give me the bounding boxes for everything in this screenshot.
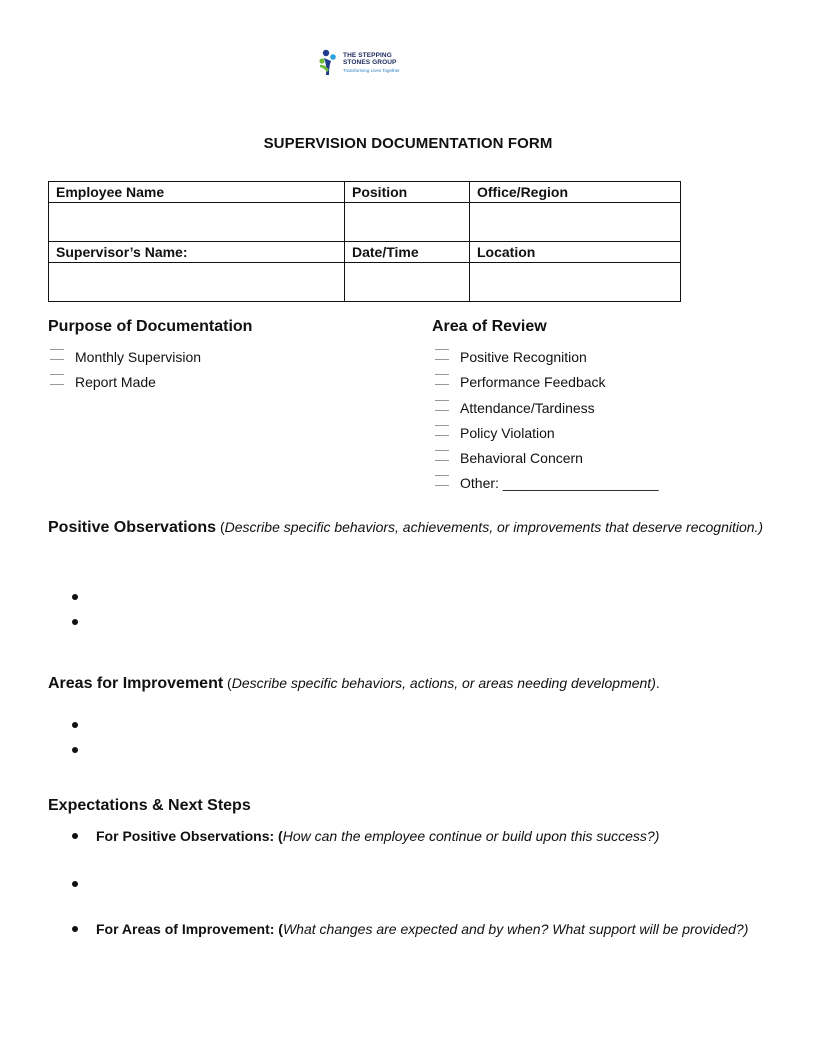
office-region-header: Office/Region	[470, 182, 681, 203]
employee-info-table	[48, 181, 681, 302]
areas-for-improvement-section	[48, 671, 768, 696]
positive-next-steps-label: For Positive Observations: (	[96, 828, 283, 844]
location-field[interactable]	[470, 263, 681, 302]
expectations-heading: Expectations & Next Steps	[48, 797, 251, 814]
improvement-next-steps-item[interactable]	[72, 918, 752, 941]
review-option[interactable]	[435, 374, 659, 399]
purpose-option[interactable]	[50, 349, 201, 374]
bullet-icon	[72, 619, 78, 625]
employee-name-field[interactable]	[49, 203, 345, 242]
option-label: Attendance/Tardiness	[460, 399, 595, 416]
period: .	[655, 675, 660, 691]
review-option[interactable]	[435, 475, 659, 500]
review-option[interactable]	[435, 450, 659, 475]
bullet-icon	[72, 881, 78, 887]
purpose-options	[50, 349, 201, 400]
improvement-next-steps-hint: What changes are expected and by when? What support will be provided?)	[282, 921, 749, 937]
date-time-header: Date/Time	[345, 242, 470, 263]
option-label: Positive Recognition	[460, 349, 587, 365]
area-of-review-options	[435, 349, 659, 501]
location-header: Location	[470, 242, 681, 263]
date-time-field[interactable]	[345, 263, 470, 302]
bullet-icon	[72, 926, 78, 932]
checkbox[interactable]	[50, 349, 64, 360]
option-label: Other: ____________________	[460, 475, 659, 492]
checkbox[interactable]	[435, 475, 449, 486]
bullet-icon	[72, 747, 78, 753]
logo-text-line2: STONES GROUP	[343, 59, 397, 66]
positive-observations-section	[48, 515, 768, 540]
checkbox[interactable]	[435, 349, 449, 360]
position-field[interactable]	[345, 203, 470, 242]
areas-for-improvement-heading: Areas for Improvement	[48, 675, 224, 692]
option-label: Monthly Supervision	[75, 349, 202, 365]
checkbox[interactable]	[50, 374, 64, 385]
company-logo	[318, 49, 418, 79]
supervisor-name-field[interactable]	[49, 263, 345, 302]
logo-text-line1: THE STEPPING	[343, 52, 392, 59]
positive-next-steps-item[interactable]	[72, 825, 752, 848]
logo-figures-icon	[318, 49, 340, 77]
bullet-icon	[72, 722, 78, 728]
area-of-review-heading: Area of Review	[432, 318, 547, 335]
open-paren: (	[216, 519, 225, 535]
review-option[interactable]	[435, 425, 659, 450]
checkbox[interactable]	[435, 425, 449, 436]
review-option[interactable]	[435, 349, 659, 374]
bullet-icon	[72, 594, 78, 600]
checkbox[interactable]	[435, 450, 449, 461]
option-label: Behavioral Concern	[460, 450, 583, 467]
checkbox[interactable]	[435, 400, 449, 411]
bullet-icon	[72, 833, 78, 839]
improvement-next-steps-label: For Areas of Improvement: (	[96, 921, 283, 937]
option-label: Report Made	[75, 374, 156, 391]
purpose-option[interactable]	[50, 374, 201, 399]
review-option[interactable]	[435, 400, 659, 425]
form-title: SUPERVISION DOCUMENTATION FORM	[263, 135, 553, 152]
checkbox[interactable]	[435, 374, 449, 385]
purpose-heading: Purpose of Documentation	[48, 318, 253, 335]
office-region-field[interactable]	[470, 203, 681, 242]
positive-observations-hint: Describe specific behaviors, achievements, or improvements that deserve recognition.)	[224, 519, 764, 535]
employee-name-header: Employee Name	[49, 182, 345, 203]
areas-for-improvement-hint: Describe specific behaviors, actions, or areas needing development)	[231, 675, 656, 691]
logo-tagline: Transforming Lives Together	[343, 68, 400, 73]
positive-observations-heading: Positive Observations	[48, 519, 217, 536]
open-paren: (	[223, 675, 232, 691]
supervisor-name-header: Supervisor’s Name:	[49, 242, 345, 263]
option-label: Performance Feedback	[460, 374, 606, 391]
option-label: Policy Violation	[460, 424, 555, 441]
positive-next-steps-hint: How can the employee continue or build upon this success?)	[282, 828, 660, 844]
position-header: Position	[345, 182, 470, 203]
